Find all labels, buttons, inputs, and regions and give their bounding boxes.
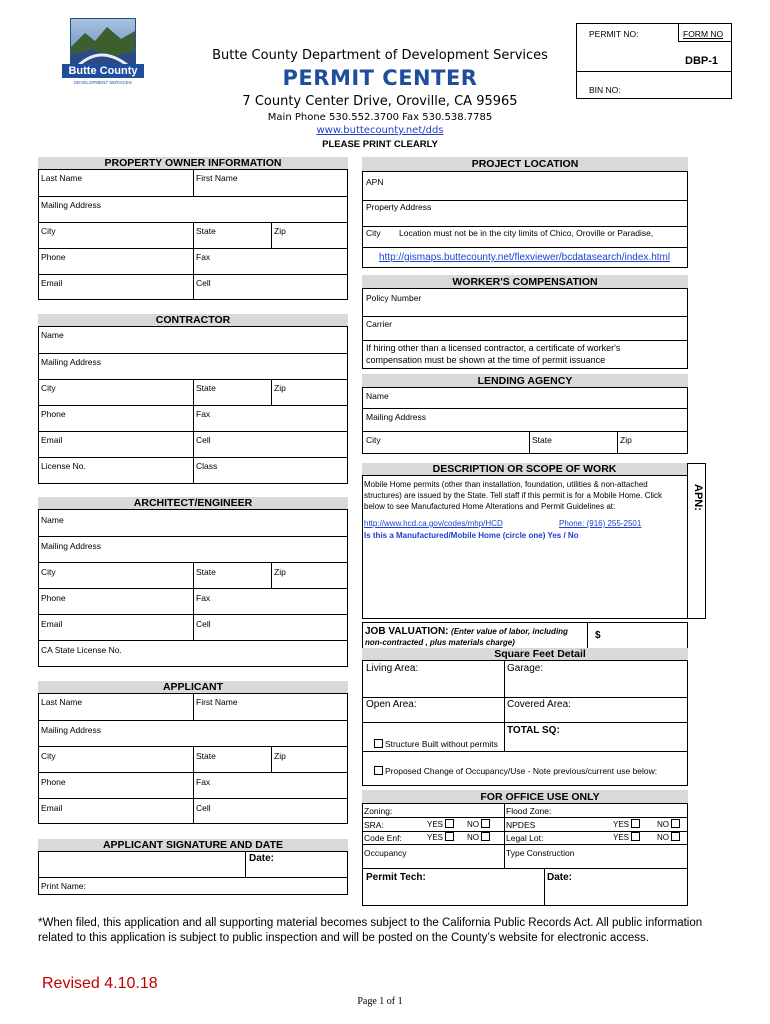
occupancy-field[interactable]: Occupancy (364, 848, 407, 858)
total-sq-field[interactable]: TOTAL SQ: (507, 725, 560, 736)
print-clearly-note: PLEASE PRINT CLEARLY (322, 139, 438, 150)
structure-built-checkbox[interactable] (374, 739, 383, 748)
square-feet-section (362, 648, 688, 786)
owner-mailing-field[interactable]: Mailing Address (41, 200, 102, 210)
code-enf-yes-option[interactable]: YES (427, 832, 456, 843)
lending-agency-header: LENDING AGENCY (362, 374, 688, 388)
sra-field[interactable]: SRA: (364, 820, 384, 830)
lender-name-field[interactable]: Name (366, 391, 389, 401)
workers-note-line2: compensation must be shown at the time of permit issuance (366, 355, 606, 365)
covered-area-field[interactable]: Covered Area: (507, 699, 571, 710)
city-limits-note: Location must not be in the city limits of Chico, Oroville or Paradise, (399, 228, 654, 238)
revision-label: Revised 4.10.18 (42, 975, 158, 992)
code-enf-field[interactable]: Code Enf: (364, 833, 402, 843)
occupancy-change-option[interactable]: Proposed Change of Occupancy/Use - Note previous/current use below: (372, 766, 657, 776)
property-owner-section (38, 157, 348, 300)
owner-phone-field[interactable]: Phone (41, 252, 66, 262)
applicant-mailing-field[interactable]: Mailing Address (41, 725, 102, 735)
zoning-field[interactable]: Zoning: (364, 806, 393, 816)
contractor-cell-field[interactable]: Cell (196, 435, 211, 445)
applicant-city-field[interactable]: City (41, 751, 56, 761)
page-number: Page 1 of 1 (357, 996, 403, 1007)
signature-section[interactable] (38, 839, 348, 895)
npdes-field[interactable]: NPDES (506, 820, 536, 830)
owner-cell-field[interactable]: Cell (196, 278, 211, 288)
scope-of-work-section[interactable] (362, 463, 706, 619)
lender-zip-field[interactable]: Zip (620, 435, 632, 445)
permit-number-box[interactable] (576, 23, 732, 99)
contractor-header: CONTRACTOR (38, 314, 348, 327)
code-enf-no-checkbox[interactable] (481, 832, 490, 841)
applicant-phone-field[interactable]: Phone (41, 777, 66, 787)
mobile-home-note-1: Mobile Home permits (other than installation, foundation, utilities & non-attached (364, 480, 648, 489)
county-logo (62, 18, 144, 92)
legal-lot-no-option[interactable]: NO (657, 832, 682, 843)
contractor-name-field[interactable]: Name (41, 330, 64, 340)
square-feet-header: Square Feet Detail (362, 648, 688, 661)
architect-email-field[interactable]: Email (41, 619, 63, 629)
mobile-home-note-3: below to see Manufactured Home Alterations and Permit Guidelines at: (364, 502, 616, 511)
npdes-yes-checkbox[interactable] (631, 819, 640, 828)
hcd-link[interactable]: http://www.hcd.ca.gov/codes/mhp/HCD (364, 519, 503, 528)
applicant-last-name-field[interactable]: Last Name (41, 697, 83, 707)
contractor-state-field[interactable]: State (196, 383, 216, 393)
sra-yes-checkbox[interactable] (445, 819, 454, 828)
contractor-license-field[interactable]: License No. (41, 461, 86, 471)
applicant-fax-field[interactable]: Fax (196, 777, 211, 787)
architect-city-field[interactable]: City (41, 567, 56, 577)
public-records-notice-line2: related to this application is subject to public inspection and will be posted on the County’s website for electronic access. (38, 932, 649, 944)
legal-lot-field[interactable]: Legal Lot: (506, 833, 544, 843)
legal-lot-yes-option[interactable]: YES (613, 832, 642, 843)
owner-email-field[interactable]: Email (41, 278, 63, 288)
contractor-zip-field[interactable]: Zip (274, 383, 286, 393)
permit-tech-field[interactable]: Permit Tech: (366, 872, 426, 883)
legal-lot-no-checkbox[interactable] (671, 832, 680, 841)
mountain-scene-icon (71, 19, 135, 65)
owner-fax-field[interactable]: Fax (196, 252, 211, 262)
type-construction-field[interactable]: Type Construction (506, 848, 575, 858)
structure-built-option[interactable]: Structure Built without permits (372, 739, 498, 749)
office-date-field[interactable]: Date: (547, 872, 573, 883)
workers-comp-header: WORKER'S COMPENSATION (362, 275, 688, 289)
job-valuation-note: non-contracted , plus materials charge) (365, 638, 515, 647)
lender-state-field[interactable]: State (532, 435, 552, 445)
apn-vertical-label: APN: (692, 484, 704, 511)
contractor-fax-field[interactable]: Fax (196, 409, 211, 419)
public-records-notice-line1: *When filed, this application and all supporting material becomes subject to the California Public Records Act. All public information (38, 917, 703, 929)
applicant-first-name-field[interactable]: First Name (196, 697, 238, 707)
lender-mailing-field[interactable]: Mailing Address (366, 412, 427, 422)
architect-license-field[interactable]: CA State License No. (41, 645, 122, 655)
page-title: PERMIT CENTER (282, 66, 478, 90)
owner-city-field[interactable]: City (41, 226, 56, 236)
architect-mailing-field[interactable]: Mailing Address (41, 541, 102, 551)
gis-map-link[interactable]: http://gismaps.buttecounty.net/flexviewer/bcdatasearch/index.html (379, 252, 671, 263)
print-name-field[interactable]: Print Name: (41, 881, 86, 891)
workers-comp-section (362, 275, 688, 369)
code-enf-yes-checkbox[interactable] (445, 832, 454, 841)
contractor-section (38, 314, 348, 484)
occupancy-change-checkbox[interactable] (374, 766, 383, 775)
architect-fax-field[interactable]: Fax (196, 593, 211, 603)
bin-no-label: BIN NO: (589, 85, 621, 95)
npdes-yes-option[interactable]: YES (613, 819, 642, 830)
project-location-section (362, 157, 688, 268)
owner-zip-field[interactable]: Zip (274, 226, 286, 236)
contractor-city-field[interactable]: City (41, 383, 56, 393)
signature-date-label: Date: (249, 853, 275, 864)
sra-no-checkbox[interactable] (481, 819, 490, 828)
office-use-header: FOR OFFICE USE ONLY (362, 790, 688, 804)
applicant-email-field[interactable]: Email (41, 803, 63, 813)
form-number-value: DBP-1 (685, 55, 719, 67)
code-enf-no-option[interactable]: NO (467, 832, 492, 843)
contractor-phone-field[interactable]: Phone (41, 409, 66, 419)
hcd-phone[interactable]: Phone: (916) 255-2501 (559, 519, 642, 528)
applicant-header: APPLICANT (38, 681, 348, 694)
job-valuation-section[interactable] (362, 622, 688, 650)
project-city-field[interactable]: City (366, 228, 381, 238)
architect-cell-field[interactable]: Cell (196, 619, 211, 629)
open-area-field[interactable]: Open Area: (366, 699, 417, 710)
website-link[interactable]: www.buttecounty.net/dds (316, 125, 444, 136)
legal-lot-yes-checkbox[interactable] (631, 832, 640, 841)
architect-name-field[interactable]: Name (41, 515, 64, 525)
form-no-label: FORM NO (683, 29, 724, 39)
sra-yes-option[interactable]: YES (427, 819, 456, 830)
signature-header: APPLICANT SIGNATURE AND DATE (38, 839, 348, 852)
department-name: Butte County Department of Development Services (212, 48, 548, 63)
apn-field[interactable]: APN (366, 177, 384, 187)
contractor-class-field[interactable]: Class (196, 461, 218, 471)
owner-first-name-field[interactable]: First Name (196, 173, 238, 183)
applicant-cell-field[interactable]: Cell (196, 803, 211, 813)
living-area-field[interactable]: Living Area: (366, 663, 419, 674)
property-address-field[interactable]: Property Address (366, 202, 432, 212)
architect-zip-field[interactable]: Zip (274, 567, 286, 577)
mobile-home-note-2: structures) are issued by the State. Tell staff if this permit is for a Mobile Home. Click (364, 491, 663, 500)
project-location-header: PROJECT LOCATION (362, 157, 688, 172)
applicant-state-field[interactable]: State (196, 751, 216, 761)
logo-text: Butte County (62, 64, 144, 78)
scope-of-work-header: DESCRIPTION OR SCOPE OF WORK (362, 463, 688, 476)
contractor-email-field[interactable]: Email (41, 435, 63, 445)
npdes-no-checkbox[interactable] (671, 819, 680, 828)
architect-phone-field[interactable]: Phone (41, 593, 66, 603)
architect-header: ARCHITECT/ENGINEER (38, 497, 348, 510)
architect-state-field[interactable]: State (196, 567, 216, 577)
property-owner-header: PROPERTY OWNER INFORMATION (38, 157, 348, 170)
sra-no-option[interactable]: NO (467, 819, 492, 830)
logo-subtext: DEVELOPMENT SERVICES (74, 80, 132, 85)
valuation-dollar-sign: $ (595, 630, 601, 641)
lending-agency-section (362, 374, 688, 454)
office-phone: Main Phone 530.552.3700 Fax 530.538.7785 (267, 112, 493, 123)
policy-number-field[interactable]: Policy Number (366, 293, 422, 303)
npdes-no-option[interactable]: NO (657, 819, 682, 830)
owner-state-field[interactable]: State (196, 226, 216, 236)
owner-last-name-field[interactable]: Last Name (41, 173, 83, 183)
office-address: 7 County Center Drive, Oroville, CA 95965 (242, 94, 518, 109)
applicant-section (38, 681, 348, 824)
lender-city-field[interactable]: City (366, 435, 381, 445)
contractor-mailing-field[interactable]: Mailing Address (41, 357, 102, 367)
manufactured-home-question[interactable]: Is this a Manufactured/Mobile Home (circle one) Yes / No (364, 531, 579, 540)
applicant-zip-field[interactable]: Zip (274, 751, 286, 761)
architect-section (38, 497, 348, 667)
job-valuation-label: JOB VALUATION: (Enter value of labor, including (365, 626, 568, 637)
workers-note-line1: If hiring other than a licensed contractor, a certificate of worker's (366, 343, 621, 353)
garage-field[interactable]: Garage: (507, 663, 544, 674)
carrier-field[interactable]: Carrier (366, 319, 392, 329)
flood-zone-field[interactable]: Flood Zone: (506, 806, 552, 816)
office-use-section (362, 790, 688, 906)
permit-no-label: PERMIT NO: (589, 29, 639, 39)
